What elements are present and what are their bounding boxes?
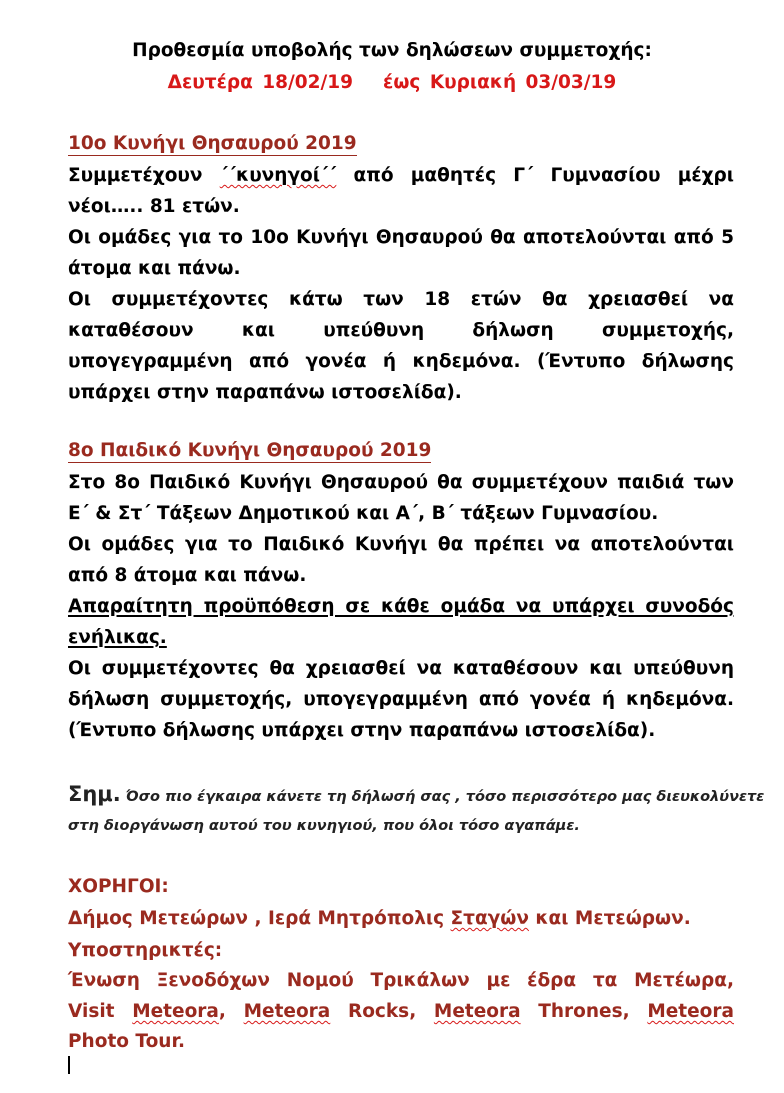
hunters-word: ΄΄κυνηγοί΄΄ [219,165,337,186]
text-cursor [68,1056,70,1074]
sponsors-heading: ΧΟΡΗΓΟΙ: [68,876,169,897]
rocks-word: Rocks, [330,1001,434,1022]
section2-paragraph-2: Οι ομάδες για το Παιδικό Κυνήγι θα πρέπει να αποτελούνται από 8 άτομα και πάνω. [68,534,734,586]
meteora-word: Meteora [433,1001,521,1022]
section2-paragraph-1: Στο 8ο Παιδικό Κυνήγι Θησαυρού θα συμμετέχουν παιδιά των Ε΄ & Στ΄ Τάξεων Δημοτικού και Α΄, Β΄ τάξεων Γυμνασίου. [68,472,734,524]
section1-p1-end: από μαθητές Γ΄ Γυμνασίου μέχρι νέοι….. 81 ετών. [68,165,734,217]
thrones-word: Thrones, [520,1001,648,1022]
section2-paragraph-4: Οι συμμετέχοντες θα χρειασθεί να καταθέσουν και υπεύθυνη δήλωση συμμετοχής, υπογεγραμμένη από γονέα ή κηδεμόνα. (Έντυπο δήλωσης υπάρχει στην παραπάνω ιστοσελίδα). [68,658,734,741]
deadline-heading: Προθεσμία υποβολής των δηλώσεων συμμετοχής: [132,40,652,61]
date-from: Δευτέρα 18/02/19 [167,72,354,93]
section2-paragraph-3 [68,591,734,653]
section1-title: 10ο Κυνήγι Θησαυρού 2019 [68,133,357,154]
sponsors-line [68,903,738,935]
section2-title: 8ο Παιδικό Κυνήγι Θησαυρού 2019 [68,440,432,461]
section1-p1-start: Συμμετέχουν [68,165,220,186]
supporters-line-3: Photo Tour. [68,1031,185,1052]
section1-paragraph-1 [68,160,734,222]
note-lead: Σημ. [68,782,121,806]
adult-escort-requirement: Απαραίτητη προϋπόθεση σε κάθε ομάδα να υπάρχει συνοδός ενήλικας. [68,596,734,648]
supporters-heading: Υποστηρικτές: [68,940,223,961]
sponsors-line-end: και Μετεώρων. [528,908,691,929]
note-line-2: στη διοργάνωση αυτού του κυνηγιού, που όλοι τόσο αγαπάμε. [68,818,580,834]
note-line-1 [68,782,765,806]
supporters-line-1: Ένωση Ξενοδόχων Νομού Τρικάλων με έδρα τα Μετέωρα, [68,970,734,991]
sponsors-line-start: Δήμος Μετεώρων , Ιερά Μητρόπολις [68,908,451,929]
deadline-dates [0,72,784,93]
section1-paragraph-2: Οι ομάδες για το 10ο Κυνήγι Θησαυρού θα αποτελούνται από 5 άτομα και πάνω. [68,227,734,279]
meteora-word: Meteora [647,1001,734,1022]
visit-word: Visit [68,1001,133,1022]
section1-paragraph-3: Οι συμμετέχοντες κάτω των 18 ετών θα χρειασθεί να καταθέσουν και υπεύθυνη δήλωση συμμετοχής, υπογεγραμμένη από γονέα ή κηδεμόνα. (Έντυπο δήλωσης υπάρχει στην παραπάνω ιστοσελίδα). [68,289,734,403]
stagon-word: Σταγών [450,908,529,929]
note-text-1: Όσο πιο έγκαιρα κάνετε τη δήλωσή σας , τόσο περισσότερο μας διευκολύνετε [120,789,765,805]
date-to: έως Κυριακή 03/03/19 [383,72,617,93]
meteora-word: Meteora [243,1001,331,1022]
separator: , [218,1001,244,1022]
supporters-line-2 [68,996,734,1028]
meteora-word: Meteora [132,1001,219,1022]
